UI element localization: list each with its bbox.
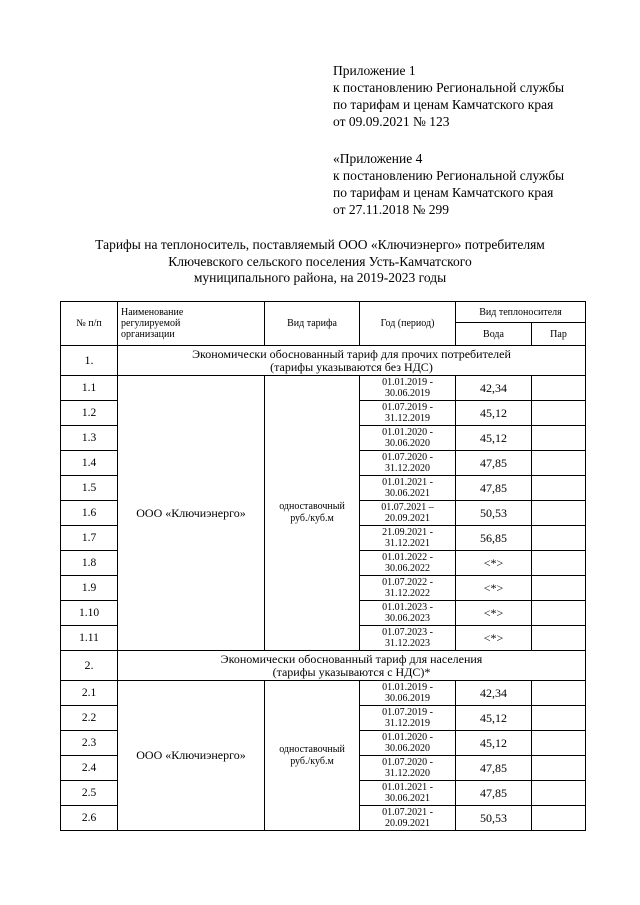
period — [360, 501, 456, 526]
tariff-type — [265, 376, 360, 651]
water-tariff: 47,85 — [456, 476, 532, 501]
steam-tariff — [532, 626, 586, 651]
section-title — [118, 651, 586, 681]
period-start: 01.01.2023 - — [382, 602, 433, 613]
period-start: 01.07.2022 - — [382, 577, 433, 588]
period-end: 31.12.2021 — [385, 538, 430, 549]
water-tariff: 50,53 — [456, 806, 532, 831]
period-start: 01.01.2021 - — [382, 477, 433, 488]
period — [360, 376, 456, 401]
table-row — [61, 681, 586, 706]
section-title-line: Экономически обоснованный тариф для населения — [220, 651, 483, 666]
period-end: 30.06.2023 — [385, 613, 430, 624]
period-end: 31.12.2019 — [385, 718, 430, 729]
steam-tariff — [532, 681, 586, 706]
period-start: 01.07.2020 - — [382, 757, 433, 768]
steam-tariff — [532, 601, 586, 626]
period-end: 20.09.2021 — [385, 513, 430, 524]
water-tariff: <*> — [456, 626, 532, 651]
water-tariff: 47,85 — [456, 451, 532, 476]
steam-tariff — [532, 476, 586, 501]
tariff-type-line: одноставочный — [279, 743, 345, 755]
header-line: «Приложение 4 — [333, 151, 423, 166]
header-line: по тарифам и ценам Камчатского края — [333, 185, 554, 200]
header-org-line: регулируемой — [121, 318, 181, 329]
period-start: 01.07.2021 – — [381, 502, 434, 513]
period-end: 30.06.2020 — [385, 438, 430, 449]
section-title-line: (тарифы указываются с НДС)* — [272, 664, 431, 679]
header-line: Приложение 1 — [333, 63, 416, 78]
row-num: 2.4 — [61, 756, 118, 781]
water-tariff: 42,34 — [456, 376, 532, 401]
header-num: № п/п — [61, 302, 118, 346]
row-num: 2.6 — [61, 806, 118, 831]
header-line: от 27.11.2018 № 299 — [333, 202, 449, 217]
steam-tariff — [532, 551, 586, 576]
section-title-line: Экономически обоснованный тариф для прочих потребителей — [192, 346, 511, 361]
water-tariff: 45,12 — [456, 706, 532, 731]
title-line: Тарифы на теплоноситель, поставляемый ООО «Ключиэнерго» потребителям — [95, 237, 545, 252]
period — [360, 626, 456, 651]
period — [360, 706, 456, 731]
water-tariff: 47,85 — [456, 756, 532, 781]
period-start: 01.07.2019 - — [382, 402, 433, 413]
row-num: 2.2 — [61, 706, 118, 731]
period-start: 01.01.2019 - — [382, 682, 433, 693]
organization-name: ООО «Ключиэнерго» — [118, 376, 265, 651]
appendix-1-header — [333, 62, 564, 130]
period-start: 01.01.2020 - — [382, 427, 433, 438]
period-start: 01.01.2021 - — [382, 782, 433, 793]
header-steam: Пар — [532, 323, 586, 346]
period-end: 30.06.2021 — [385, 793, 430, 804]
header-period: Год (период) — [360, 302, 456, 346]
section-row — [61, 651, 586, 681]
appendix-4-header — [333, 150, 564, 218]
row-num: 1.1 — [61, 376, 118, 401]
organization-name: ООО «Ключиэнерго» — [118, 681, 265, 831]
period-start: 21.09.2021 - — [382, 527, 433, 538]
section-title — [118, 346, 586, 376]
period-end: 30.06.2019 — [385, 388, 430, 399]
section-title-line: (тарифы указываются без НДС) — [270, 359, 433, 374]
row-num: 2.5 — [61, 781, 118, 806]
row-num: 1.4 — [61, 451, 118, 476]
water-tariff: <*> — [456, 576, 532, 601]
table-row — [61, 376, 586, 401]
steam-tariff — [532, 451, 586, 476]
period — [360, 781, 456, 806]
period — [360, 756, 456, 781]
header-org-line: Наименование — [121, 307, 184, 318]
tariff-type-line: руб./куб.м — [290, 513, 334, 524]
steam-tariff — [532, 756, 586, 781]
period-end: 30.06.2019 — [385, 693, 430, 704]
period-end: 31.12.2019 — [385, 413, 430, 424]
row-num: 2.1 — [61, 681, 118, 706]
document-title — [60, 237, 580, 287]
period-start: 01.07.2020 - — [382, 452, 433, 463]
water-tariff: 56,85 — [456, 526, 532, 551]
water-tariff: <*> — [456, 601, 532, 626]
section-num: 2. — [61, 651, 118, 681]
tariff-type-line: руб./куб.м — [290, 755, 334, 767]
period-end: 30.06.2022 — [385, 563, 430, 574]
steam-tariff — [532, 376, 586, 401]
section-row — [61, 346, 586, 376]
header-organization — [118, 302, 265, 346]
row-num: 1.5 — [61, 476, 118, 501]
steam-tariff — [532, 401, 586, 426]
period — [360, 401, 456, 426]
period — [360, 526, 456, 551]
title-line: Ключевского сельского поселения Усть-Камчатского — [168, 253, 472, 269]
tariff-type — [265, 681, 360, 831]
period — [360, 551, 456, 576]
header-line: по тарифам и ценам Камчатского края — [333, 97, 554, 112]
period-end: 30.06.2021 — [385, 488, 430, 499]
period — [360, 426, 456, 451]
steam-tariff — [532, 806, 586, 831]
row-num: 1.3 — [61, 426, 118, 451]
header-line: к постановлению Региональной службы — [333, 168, 565, 183]
row-num: 1.2 — [61, 401, 118, 426]
tariff-table — [60, 301, 586, 831]
period — [360, 576, 456, 601]
steam-tariff — [532, 731, 586, 756]
water-tariff: <*> — [456, 551, 532, 576]
header-tariff-type: Вид тарифа — [265, 302, 360, 346]
water-tariff: 45,12 — [456, 401, 532, 426]
water-tariff: 45,12 — [456, 731, 532, 756]
header-carrier-type: Вид теплоносителя — [456, 302, 586, 323]
steam-tariff — [532, 526, 586, 551]
period-end: 30.06.2020 — [385, 743, 430, 754]
water-tariff: 42,34 — [456, 681, 532, 706]
period-end: 31.12.2023 — [385, 638, 430, 649]
period-start: 01.01.2019 - — [382, 377, 433, 388]
period — [360, 451, 456, 476]
period-start: 01.01.2020 - — [382, 732, 433, 743]
row-num: 1.6 — [61, 501, 118, 526]
period-end: 31.12.2020 — [385, 463, 430, 474]
row-num: 2.3 — [61, 731, 118, 756]
period — [360, 806, 456, 831]
tariff-type-line: одноставочный — [279, 501, 345, 512]
section-num: 1. — [61, 346, 118, 376]
steam-tariff — [532, 576, 586, 601]
water-tariff: 45,12 — [456, 426, 532, 451]
period — [360, 601, 456, 626]
title-line: муниципального района, на 2019-2023 годы — [193, 270, 447, 285]
period-end: 31.12.2020 — [385, 768, 430, 779]
period-start: 01.07.2021 - — [382, 807, 433, 818]
row-num: 1.9 — [61, 576, 118, 601]
water-tariff: 47,85 — [456, 781, 532, 806]
period-start: 01.07.2023 - — [382, 627, 433, 638]
header-line: от 09.09.2021 № 123 — [333, 114, 450, 129]
row-num: 1.8 — [61, 551, 118, 576]
period-end: 31.12.2022 — [385, 588, 430, 599]
header-org-line: организации — [121, 329, 175, 340]
steam-tariff — [532, 501, 586, 526]
row-num: 1.7 — [61, 526, 118, 551]
water-tariff: 50,53 — [456, 501, 532, 526]
period-start: 01.01.2022 - — [382, 552, 433, 563]
period-start: 01.07.2019 - — [382, 707, 433, 718]
header-water: Вода — [456, 323, 532, 346]
period — [360, 681, 456, 706]
row-num: 1.11 — [61, 626, 118, 651]
steam-tariff — [532, 781, 586, 806]
steam-tariff — [532, 706, 586, 731]
period — [360, 731, 456, 756]
header-line: к постановлению Региональной службы — [333, 80, 565, 95]
table-header-row — [61, 302, 586, 323]
period-end: 20.09.2021 — [385, 818, 430, 829]
row-num: 1.10 — [61, 601, 118, 626]
period — [360, 476, 456, 501]
steam-tariff — [532, 426, 586, 451]
